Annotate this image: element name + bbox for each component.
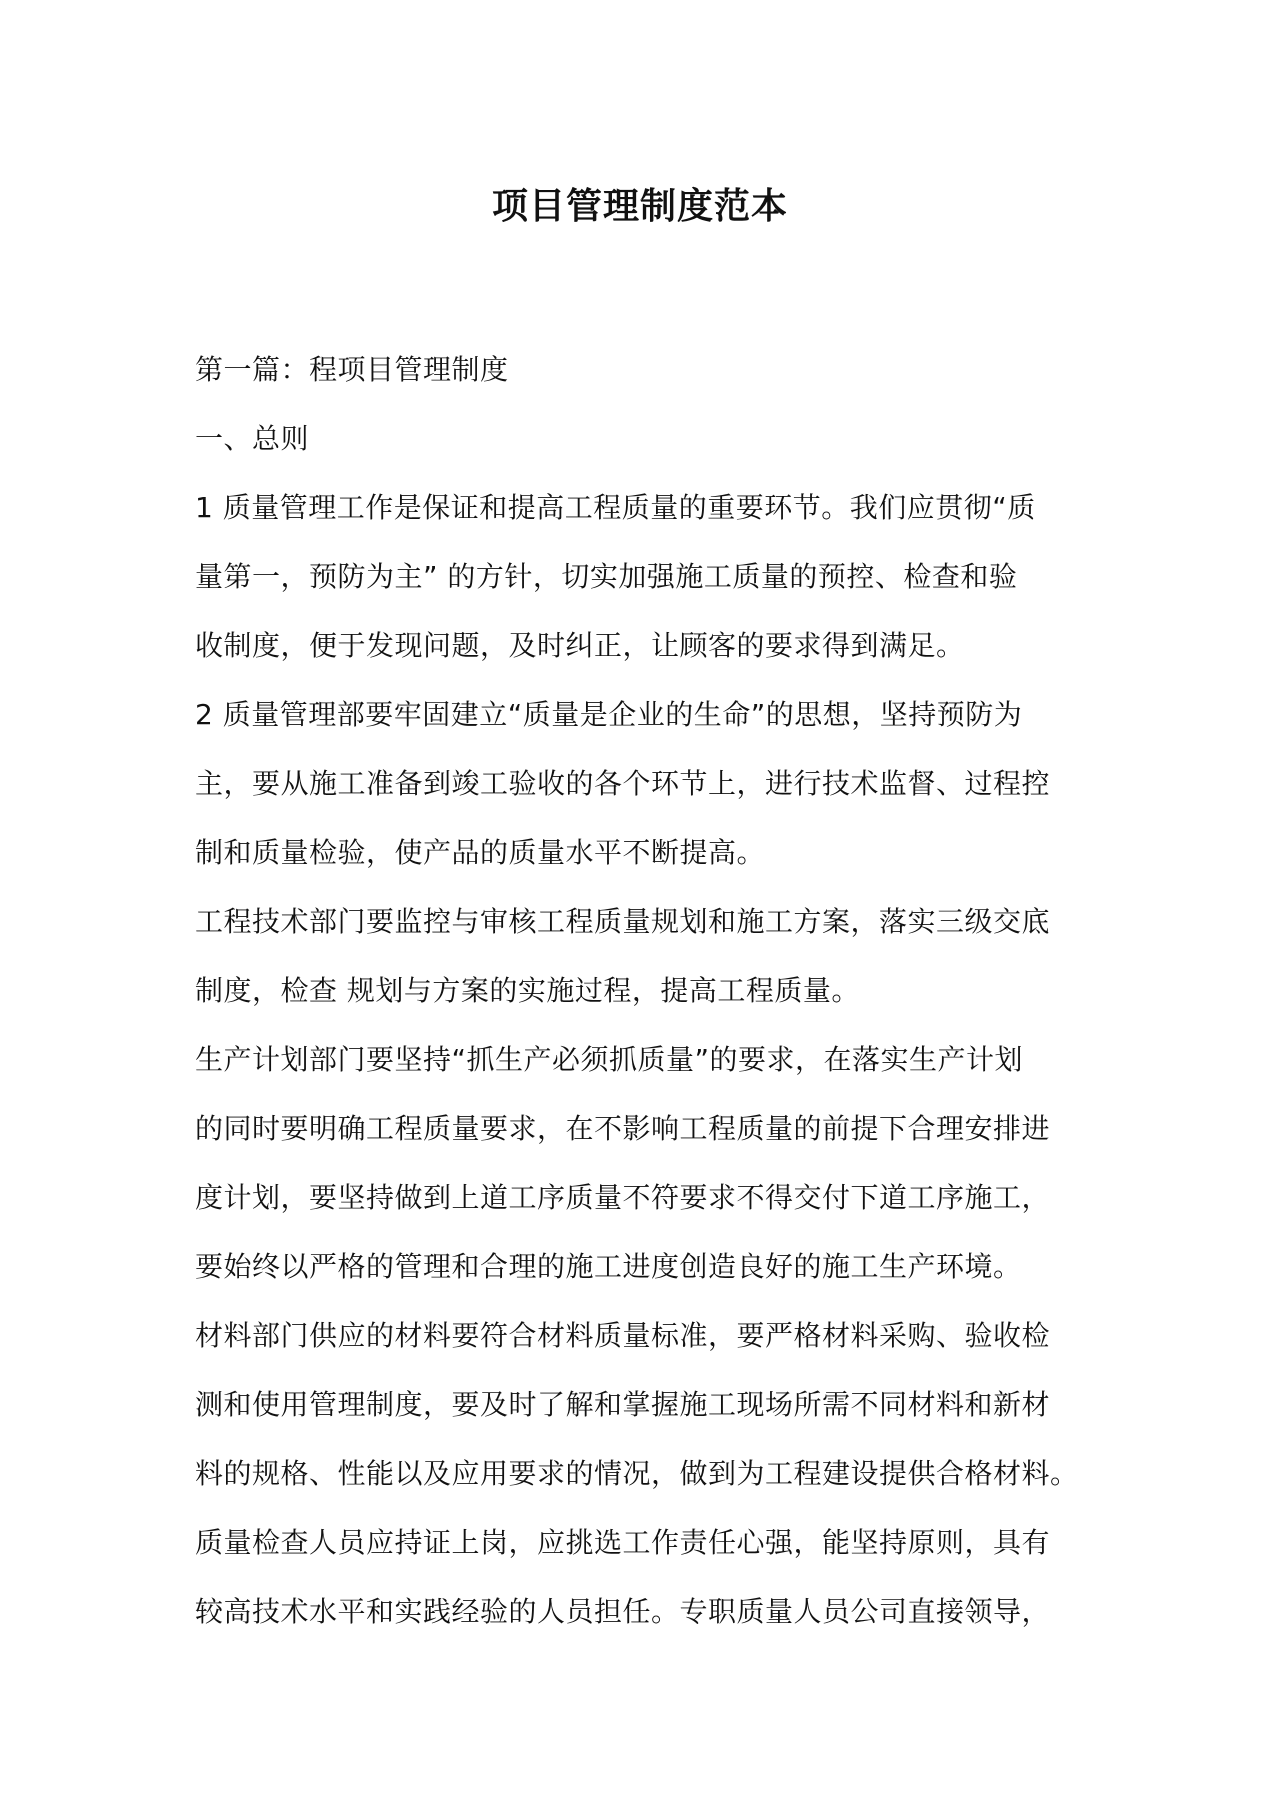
body-line: 1 质量管理工作是保证和提高工程质量的重要环节。我们应贯彻“质 — [195, 491, 1036, 524]
body-line: 要始终以严格的管理和合理的施工进度创造良好的施工生产环境。 — [195, 1250, 1022, 1283]
body-line: 一、总则 — [195, 422, 310, 455]
body-line: 较高技术水平和实践经验的人员担任。专职质量人员公司直接领导， — [195, 1595, 1051, 1628]
body-line: 收制度，便于发现问题，及时纠正，让顾客的要求得到满足。 — [195, 629, 965, 662]
body-line: 材料部门供应的材料要符合材料质量标准，要严格材料采购、验收检 — [195, 1319, 1051, 1352]
body-line: 质量检查人员应持证上岗，应挑选工作责任心强，能坚持原则，具有 — [195, 1526, 1051, 1559]
body-line: 主，要从施工准备到竣工验收的各个环节上，进行技术监督、过程控 — [195, 767, 1051, 800]
body-line: 量第一，预防为主” 的方针，切实加强施工质量的预控、检查和验 — [195, 560, 1018, 593]
body-line: 的同时要明确工程质量要求，在不影响工程质量的前提下合理安排进 — [195, 1112, 1051, 1145]
document-title: 项目管理制度范本 — [491, 186, 788, 227]
body-line: 第一篇：程项目管理制度 — [195, 353, 509, 386]
body-line: 2 质量管理部要牢固建立“质量是企业的生命”的思想，坚持预防为 — [195, 698, 1023, 731]
body-line: 度计划，要坚持做到上道工序质量不符要求不得交付下道工序施工， — [195, 1181, 1051, 1214]
body-line: 测和使用管理制度，要及时了解和掌握施工现场所需不同材料和新材 — [195, 1388, 1051, 1421]
document-body — [195, 335, 1095, 1646]
body-line: 生产计划部门要坚持“抓生产必须抓质量”的要求，在落实生产计划 — [195, 1043, 1024, 1076]
body-line: 制和质量检验，使产品的质量水平不断提高。 — [195, 836, 766, 869]
body-line: 制度，检查 规划与方案的实施过程，提高工程质量。 — [195, 974, 860, 1007]
body-line: 料的规格、性能以及应用要求的情况，做到为工程建设提供合格材料。 — [195, 1457, 1079, 1490]
body-line: 工程技术部门要监控与审核工程质量规划和施工方案，落实三级交底 — [195, 905, 1051, 938]
